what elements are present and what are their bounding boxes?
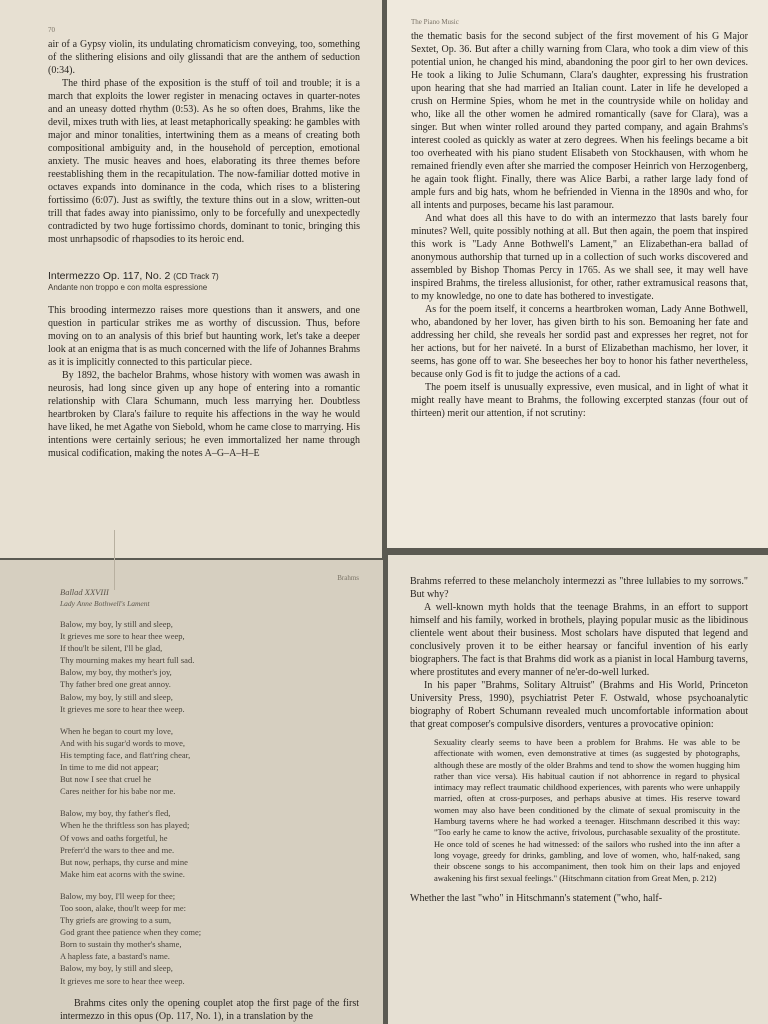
paragraph: And what does all this have to do with an intermezzo that lasts barely four minutes? Well, quite possibly nothing at all. But then again, the poem that inspired this work is "Lady Anne Bothwell's Lament," an Elizabethan-era ballad of anonymous authorship that turned up in a collection of such works discovered and assembled by Bishop Thomas Percy in 1765. As we shall see, it may well have inspired Brahms, the tireless allusionist, for other, rather extramusical reasons that, to my knowledge, no one to date has bothered to investigate. [411, 213, 748, 302]
stanza [60, 807, 359, 880]
running-head: Brahms [337, 574, 359, 582]
poem-line: Preferr'd the wars to thee and me. [60, 844, 175, 855]
poem-stanzas [60, 618, 359, 987]
poem-line: Born to sustain thy mother's shame, [60, 939, 182, 950]
poem-line: Thy griefs are growing to a sum, [60, 915, 172, 926]
page-bottom-left [0, 560, 383, 1024]
paragraph: air of a Gypsy violin, its undulating chromaticism conveying, too, something of the slithering elisions and oily glissandi that are the anthem of seduction (0:34). [48, 39, 360, 76]
poem-line: In time to me did not appear; [60, 762, 159, 773]
poem-line: Thy father bred one great annoy. [60, 679, 171, 690]
paragraph: Brahms referred to these melancholy intermezzi as "three lullabies to my sorrows." But why? [410, 576, 748, 600]
page-top-right [387, 0, 768, 548]
poem-line: Thy mourning makes my heart full sad. [60, 655, 195, 666]
tempo-marking: Andante non troppo e con molta espressione [48, 283, 208, 292]
running-head: 70 [48, 26, 55, 34]
poem-line: When he the thriftless son has played; [60, 820, 190, 831]
poem-line: It grieves me sore to hear thee weep. [60, 975, 185, 986]
paragraph: The third phase of the exposition is the stuff of toil and trouble; it is a march that exploits the lower register in menacing octaves in quarter-notes and an uneasy dotted rhythm (0:53). As he so often does, Brahms, like the devil, mixes truth with lies, at least metaphorically speaking: he gambles with major and minor tonalities, intertwining them as a means of creating both compositional ambiguity and, in the household of perception, emotional anxiety. The music heaves and hoes, elaborating its three themes before reestablishing them in the recapitulation. The now-familiar dotted motive in octaves expands into dominance in the coda, which rises to a blistering fortissimo (6:07). Just as swiftly, the texture thins out in a slow, written-out trill that fades away into pianissimo, only to be forcefully and unexpectedly contradicted by two huge fortissimo chords, dominant to tonic, bringing this most unrhapsodic of rhapsodies to its heroic end. [48, 78, 360, 245]
page-bottom-right [388, 555, 768, 1024]
poem-title: Ballad XXVIII [60, 587, 109, 597]
poem-line: Balow, my boy, ly still and sleep, [60, 619, 173, 629]
page-top-left [0, 0, 382, 558]
poem-line: When he began to court my love, [60, 725, 174, 736]
poem-line: It grieves me sore to hear thee weep. [60, 703, 185, 714]
section-title: Intermezzo Op. 117, No. 2 [48, 270, 171, 282]
poem-line: God grant thee patience when they come; [60, 927, 202, 938]
poem-line: Of vows and oaths forgetful, he [60, 832, 168, 843]
paragraph: This brooding intermezzo raises more questions than it answers, and one question in particular strikes me as worthy of discussion. Thus, before moving on to an analysis of this brief but haunting work, let's take a deeper look at an enigma that is as much concerned with the life of Johannes Brahms as it is implicitly connected to this particular piece. [48, 305, 360, 368]
paragraph: Whether the last "who" in Hitschmann's statement ("who, half- [410, 892, 663, 904]
poem-line: But now I see that cruel he [60, 774, 152, 785]
poem-line: But now, perhaps, thy curse and mine [60, 856, 188, 867]
poem-line: And with his sugar'd words to move, [60, 737, 186, 748]
stanza [60, 618, 359, 715]
paragraph: Brahms cites only the opening couplet atop the first page of the first intermezzo in this opus (Op. 117, No. 1), in a translation by the [60, 997, 359, 1022]
section-heading [48, 270, 360, 282]
poem-line: If thou'lt be silent, I'll be glad, [60, 643, 163, 654]
poem-line: His tempting face, and flatt'ring chear, [60, 749, 191, 760]
stanza [60, 725, 359, 798]
paragraph: As for the poem itself, it concerns a heartbroken woman, Lady Anne Bothwell, who, abandoned by her lover, has given birth to his son. Bemoaning her fate and addressing her child, she reveals her sordid past and expresses her regret, not for her actions, but for her naiveté. In a burst of Elizabethan machismo, her lover, it seems, has gone off to war. She beseeches her boy to honor his father nevertheless, because only God is fit to judge the actions of a cad. [411, 304, 748, 380]
track-note: (CD Track 7) [173, 272, 219, 281]
stanza [60, 890, 359, 987]
paragraph: In his paper "Brahms, Solitary Altruist" (Brahms and His World, Princeton University Press, 1990), psychiatrist Peter F. Ostwald, whose psychoanalytic biography of Robert Schumann revealed much uncomfortable information about that great composer's compulsive disorders, ventures a provocative opinion: [410, 680, 748, 730]
running-head: The Piano Music [411, 18, 459, 26]
page-crease [114, 530, 115, 590]
poem-line: Cares neither for his babe nor me. [60, 786, 176, 797]
poem-line: A hapless fate, a bastard's name. [60, 951, 170, 962]
paragraph: A well-known myth holds that the teenage Brahms, in an effort to support himself and his family, worked in brothels, playing popular music as the libidinous clientele went about their business. Most scholars have disputed that legend and conclusively proven it to be either hearsay or fanciful invention of his early biographers. The fact is that Brahms did work as a pianist in local Hamburg taverns, where prostitutes and every manner of ne'er-do-well lurked. [410, 602, 748, 678]
poem-line: Balow, my boy, thy mother's joy, [60, 667, 172, 678]
poem-line: Balow, my boy, ly still and sleep, [60, 963, 173, 974]
poem-line: Make him eat acorns with the swine. [60, 868, 185, 879]
poem-line: Balow, my boy, I'll weep for thee; [60, 890, 176, 901]
poem-line: Balow, my boy, thy father's fled, [60, 808, 171, 819]
paragraph: The poem itself is unusually expressive, even musical, and in light of what it might really have meant to Brahms, the following excerpted stanzas (four out of thirteen) merit our attention, if not scrutiny: [411, 382, 748, 419]
poem-line: It grieves me sore to hear thee weep, [60, 631, 185, 642]
poem-line: Too soon, alake, thou'lt weep for me: [60, 902, 187, 913]
poem-subtitle: Lady Anne Bothwell's Lament [60, 599, 150, 608]
paragraph: the thematic basis for the second subject of the first movement of his G Major Sextet, Op. 36. But after a chilly warning from Clara, who took a dim view of this potential union, he changed his mind, abandoning the poor girl to her own devices. He took a liking to Julie Schumann, Clara's daughter, expressing his frustration upon hearing that she had married an Italian count. Later in life he developed a crush on Hermine Spies, whom he met in the countryside while on holiday and who, like all the other women he admired romantically (save for Clara), was a singer. But when winter rolled around they parted company, and again Brahms's interest cooled as quickly as water at zero degrees. When his feelings became a bit too overheated with his piano student Elisabeth von Stockhausen, with whom he remained friendly even after she married the composer Heinrich von Herzogenberg, he again took flight. Finally, there was Alice Barbi, a rather large lady fond of ample furs and big hats, whom he befriended in Vienna in the 1890s and who, for all intents and purposes, became his last paramour. [411, 31, 748, 211]
block-quote: Sexuality clearly seems to have been a problem for Brahms. He was able to be affectionate with women, even demonstrative at times (as suggested by photographs, although these are mostly of the older Brahms and tend to show the women hugging him rather than vice versa). His habitual caution if not abhorrence in regard to physical intimacy may reflect traumatic childhood experiences, with parents who were unhappily married, often at cross-purposes, and perhaps abusive at times. His reserve toward women may also have been conditioned by the climate of sexual promiscuity in the Hamburg taverns where he had worked a teenager. Hitschmann described it this way: "Too early he came to know the active, frivolous, purchasable sexuality of the prostitute. He once told of scenes he had witnessed: of the sailors who rushed into the inn after a long voyage, greedy for drinks, gambling, and love of women, who, half-naked, sang their obscene songs to his accompaniment, then took him on their laps and enjoyed awakening his first sexual feelings." (Hitschmann citation from Great Men, p. 212) [434, 737, 740, 883]
paragraph: By 1892, the bachelor Brahms, whose history with women was awash in neurosis, had long since given up any hope of entering into a romantic relationship with Clara Schumann, much less marrying her. Doubtless heartbroken by Clara's failure to requite his affections in the way he would have liked, he met Agathe von Siebold, whom he came close to marrying. His intentions were certainly serious; he even immortalized her name through musical codification, making the notes A–G–A–H–E [48, 370, 360, 459]
poem-line: Balow, my boy, ly still and sleep, [60, 691, 173, 702]
